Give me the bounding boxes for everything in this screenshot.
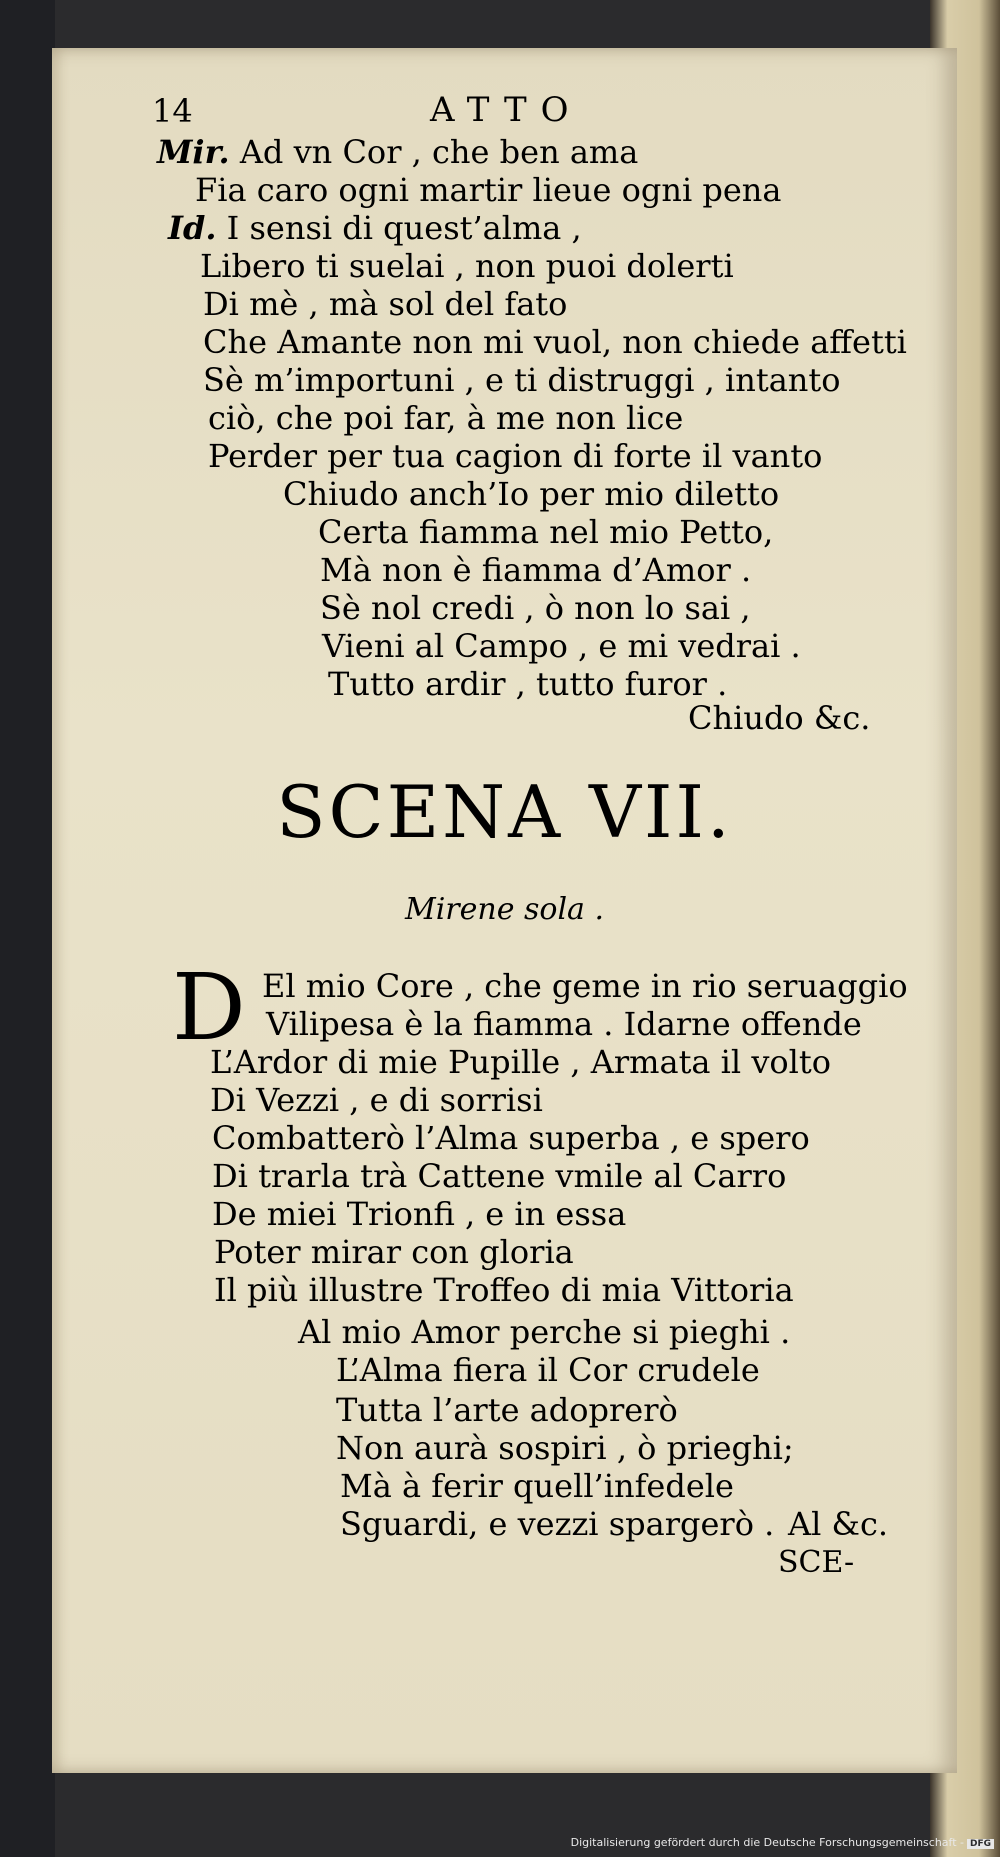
digitization-credit: [571, 1836, 994, 1849]
verse-line: Di Vezzi , e di sorrisi: [210, 1081, 543, 1119]
dialogue-line: [283, 476, 779, 512]
verse-text: Sè nol credi , ò non lo sai ,: [320, 589, 751, 627]
verse-text: Certa fiamma nel mio Petto,: [318, 513, 774, 551]
verse-line: L’Ardor di mie Pupille , Armata il volto: [210, 1043, 832, 1081]
verse-text: Libero ti suelai , non puoi dolerti: [200, 247, 734, 285]
verse-line: Al &c.: [788, 1505, 889, 1543]
verse-text: Vieni al Campo , e mi vedrai .: [322, 627, 801, 665]
speaker-label: Id.: [168, 209, 217, 247]
dialogue-line: [203, 286, 567, 322]
verse-text: Chiudo anch’Io per mio diletto: [283, 475, 780, 513]
dfg-logo: DFG: [967, 1839, 994, 1849]
verse-text: Perder per tua cagion di forte il vanto: [208, 437, 823, 475]
verse-line: L’Alma fiera il Cor crudele: [336, 1351, 760, 1389]
dialogue-line: [168, 210, 582, 246]
verse-text: Mà non è fiamma d’Amor .: [320, 551, 752, 589]
verse-line: Combatterò l’Alma superba , e spero: [212, 1119, 810, 1157]
verse-text: Ad vn Cor , che ben ama: [239, 133, 639, 171]
dialogue-line: [318, 514, 773, 550]
drop-cap-initial: D: [172, 954, 246, 1061]
verse-text: Chiudo &c.: [688, 699, 871, 737]
scan-background-left: [0, 0, 55, 1857]
credit-text: Digitalisierung gefördert durch die Deutsche Forschungsgemeinschaft -: [570, 1836, 964, 1849]
verse-text: ciò, che poi far, à me non lice: [208, 399, 684, 437]
dialogue-line: [203, 362, 841, 398]
verse-line: De miei Trionfi , e in essa: [212, 1195, 627, 1233]
dialogue-line: [208, 438, 822, 474]
verse-line: Al mio Amor perche si pieghi .: [298, 1313, 791, 1351]
dialogue-line: [328, 666, 727, 702]
page-number: 14: [152, 92, 193, 130]
verse-line: Sguardi, e vezzi spargerò .: [340, 1505, 775, 1543]
verse-line: Di trarla trà Cattene vmile al Carro: [212, 1157, 787, 1195]
verse-text: I sensi di quest’alma ,: [226, 209, 582, 247]
dialogue-line: [208, 400, 683, 436]
verse-text: Tutto ardir , tutto furor .: [328, 665, 728, 703]
dialogue-line: [195, 172, 781, 208]
catchword: SCE-: [778, 1545, 855, 1580]
verse-text: Sè m’importuni , e ti distruggi , intanto: [203, 361, 841, 399]
verse-text: Fia caro ogni martir lieue ogni pena: [195, 171, 782, 209]
dialogue-line: [320, 590, 751, 626]
verse-line: Non aurà sospiri , ò prieghi;: [336, 1429, 794, 1467]
running-head: ATTO: [430, 90, 583, 130]
verse-line: Vilipesa è la fiamma . Idarne offende: [266, 1005, 862, 1043]
verse-line: El mio Core , che geme in rio seruaggio: [262, 967, 908, 1005]
dialogue-line: [320, 552, 751, 588]
verse-line: Mà à ferir quell’infedele: [340, 1467, 734, 1505]
dialogue-line: [200, 248, 734, 284]
verse-text: Di mè , mà sol del fato: [203, 285, 568, 323]
scene-subtitle: Mirene sola .: [404, 892, 605, 927]
verse-line: Tutta l’arte adoprerò: [336, 1391, 678, 1429]
scene-title: SCENA VII.: [276, 770, 733, 854]
dialogue-line: [688, 700, 870, 736]
dialogue-line: [322, 628, 801, 664]
speaker-label: Mir.: [157, 133, 230, 171]
verse-line: Poter mirar con gloria: [214, 1233, 574, 1271]
dialogue-line: [203, 324, 907, 360]
verse-line: Il più illustre Troffeo di mia Vittoria: [214, 1271, 794, 1309]
verse-text: Che Amante non mi vuol, non chiede affetti: [203, 323, 907, 361]
dialogue-line: [157, 134, 638, 170]
